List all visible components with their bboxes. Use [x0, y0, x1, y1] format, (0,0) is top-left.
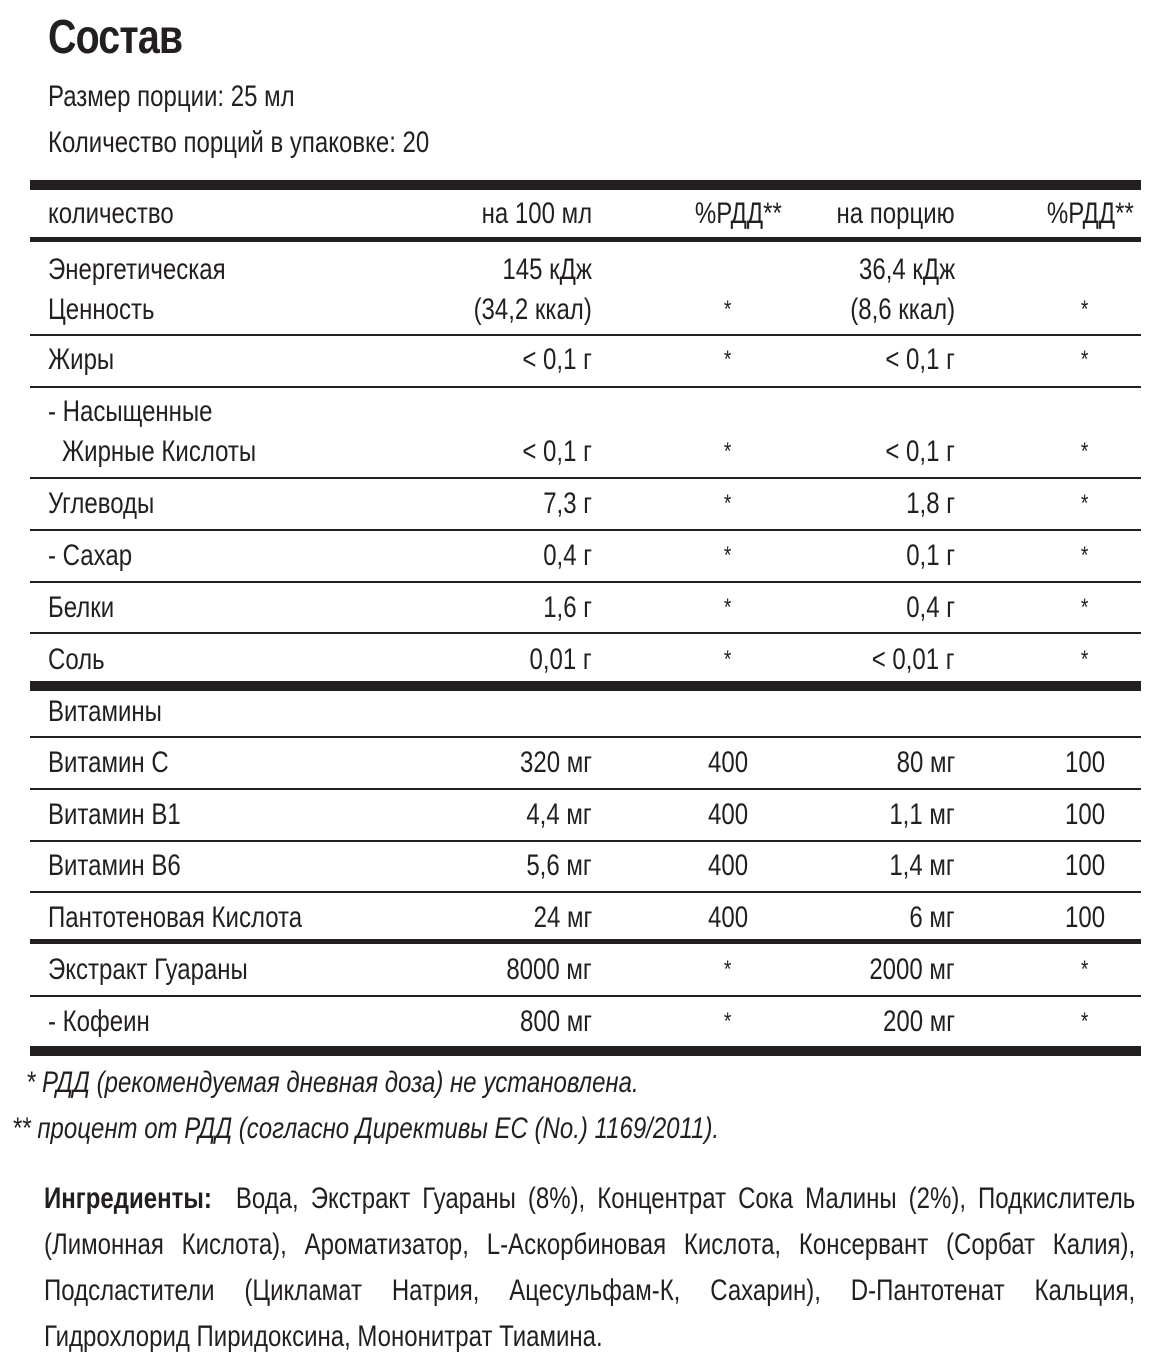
rdd-per-serving: *	[1081, 646, 1089, 673]
row-label-line1: - Насыщенные	[48, 395, 213, 428]
row-divider	[30, 891, 1141, 893]
rdd-per-serving: 100	[1064, 798, 1106, 831]
value-per-100ml: 8000 мг	[506, 953, 592, 986]
row-divider	[30, 995, 1141, 997]
row-label: Углеводы	[48, 487, 155, 520]
rdd-per-100ml: *	[724, 346, 732, 373]
row-label-line2: Жирные Кислоты	[62, 435, 257, 468]
value-per-100ml: 320 мг	[520, 746, 592, 779]
header-rule	[30, 237, 1141, 242]
footnote-rdd-not-set: * РДД (рекомендуемая дневная доза) не установлена.	[26, 1066, 639, 1099]
ingredients-text: Вода, Экстракт Гуараны (8%), Концентрат Сока Малины (2%), Подкислитель (Лимонная Кислота), Ароматизатор, L-Аскорбиновая Кислота, Консервант (Сорбат Калия), Подсластители (Цикламат Натрия, Ацесульфам-К, Сахарин), D-Пантотенат Кальция, Гидрохлорид Пиридоксина, Мононитрат Тиамина.	[44, 1182, 1136, 1353]
value-per-100ml: 7,3 г	[543, 487, 592, 520]
rdd-per-serving: 100	[1064, 901, 1106, 934]
value-per-serving: < 0,01 г	[872, 643, 955, 676]
rdd-per-serving: *	[1081, 594, 1089, 621]
header-per-100ml: на 100 мл	[481, 197, 592, 230]
footnote-rdd-percent: ** процент от РДД (согласно Директивы ЕС (No.) 1169/2011).	[12, 1112, 720, 1145]
value-per-serving: < 0,1 г	[885, 435, 955, 468]
value-per-100ml: 800 мг	[520, 1005, 592, 1038]
row-divider	[30, 788, 1141, 790]
rdd-per-100ml: *	[724, 490, 732, 517]
row-divider	[30, 334, 1141, 336]
rdd-per-serving: *	[1081, 542, 1089, 569]
section-rule	[30, 939, 1141, 944]
rdd-per-100ml: 400	[707, 746, 749, 779]
value-per-serving: 6 мг	[909, 901, 955, 934]
rdd-per-100ml: 400	[707, 849, 749, 882]
table-bottom-rule	[30, 1046, 1141, 1056]
value-per-serving: 1,4 мг	[889, 849, 955, 882]
rdd-per-serving: *	[1081, 296, 1089, 323]
value-per-100ml: 0,4 г	[543, 539, 592, 572]
row-label: Экстракт Гуараны	[48, 953, 248, 986]
row-label: Белки	[48, 591, 115, 624]
row-divider	[30, 386, 1141, 388]
ingredients-label: Ингредиенты:	[44, 1182, 212, 1215]
row-divider	[30, 581, 1141, 583]
vitamins-heading: Витамины	[48, 695, 162, 728]
header-rdd-per-serving: %РДД**	[1046, 197, 1134, 230]
value-per-serving-kcal: (8,6 ккал)	[850, 293, 955, 326]
rdd-per-100ml: 400	[707, 901, 749, 934]
value-per-serving: < 0,1 г	[885, 343, 955, 376]
row-label: Витамин B6	[48, 849, 181, 882]
value-per-serving: 1,1 мг	[889, 798, 955, 831]
value-per-100ml: < 0,1 г	[522, 435, 592, 468]
value-per-100ml: 4,4 мг	[526, 798, 592, 831]
rdd-per-serving: *	[1081, 346, 1089, 373]
rdd-per-100ml: *	[724, 646, 732, 673]
rdd-per-100ml: *	[724, 438, 732, 465]
value-per-serving: 0,4 г	[906, 591, 955, 624]
rdd-per-serving: *	[1081, 956, 1089, 983]
ingredients-paragraph	[44, 1176, 1135, 1360]
value-per-100ml-kj: 145 кДж	[502, 253, 592, 286]
value-per-serving: 2000 мг	[869, 953, 955, 986]
row-label: Витамин B1	[48, 798, 181, 831]
row-label-line2: Ценность	[48, 293, 155, 326]
rdd-per-100ml: *	[724, 594, 732, 621]
section-rule	[30, 681, 1141, 691]
rdd-per-serving: *	[1081, 1008, 1089, 1035]
rdd-per-100ml: *	[724, 1008, 732, 1035]
page-title: Состав	[48, 11, 183, 64]
row-divider	[30, 632, 1141, 634]
value-per-100ml: < 0,1 г	[522, 343, 592, 376]
value-per-100ml: 5,6 мг	[526, 849, 592, 882]
value-per-serving: 80 мг	[896, 746, 955, 779]
rdd-per-serving: 100	[1064, 746, 1106, 779]
row-divider	[30, 840, 1141, 842]
rdd-per-100ml: *	[724, 956, 732, 983]
row-label: Витамин C	[48, 746, 169, 779]
row-label: Пантотеновая Кислота	[48, 901, 303, 934]
row-label: Жиры	[48, 343, 115, 376]
header-rdd-per-100ml: %РДД**	[694, 197, 782, 230]
value-per-100ml-kcal: (34,2 ккал)	[473, 293, 592, 326]
row-divider	[30, 736, 1141, 738]
value-per-100ml: 0,01 г	[529, 643, 592, 676]
rdd-per-100ml: *	[724, 296, 732, 323]
servings-per-pack: Количество порций в упаковке: 20	[48, 126, 430, 159]
row-label: - Сахар	[48, 539, 133, 572]
rdd-per-serving: *	[1081, 438, 1089, 465]
table-top-rule	[30, 180, 1141, 190]
row-divider	[30, 529, 1141, 531]
row-label: Соль	[48, 643, 105, 676]
value-per-serving: 200 мг	[883, 1005, 955, 1038]
row-label-line1: Энергетическая	[48, 253, 226, 286]
rdd-per-serving: 100	[1064, 849, 1106, 882]
header-quantity: количество	[48, 197, 174, 230]
value-per-serving: 1,8 г	[906, 487, 955, 520]
serving-size: Размер порции: 25 мл	[48, 80, 295, 113]
value-per-100ml: 1,6 г	[543, 591, 592, 624]
value-per-serving-kj: 36,4 кДж	[858, 253, 955, 286]
rdd-per-100ml: 400	[707, 798, 749, 831]
rdd-per-100ml: *	[724, 542, 732, 569]
rdd-per-serving: *	[1081, 490, 1089, 517]
value-per-serving: 0,1 г	[906, 539, 955, 572]
value-per-100ml: 24 мг	[533, 901, 592, 934]
header-per-serving: на порцию	[836, 197, 955, 230]
row-label: - Кофеин	[48, 1005, 150, 1038]
row-divider	[30, 477, 1141, 479]
